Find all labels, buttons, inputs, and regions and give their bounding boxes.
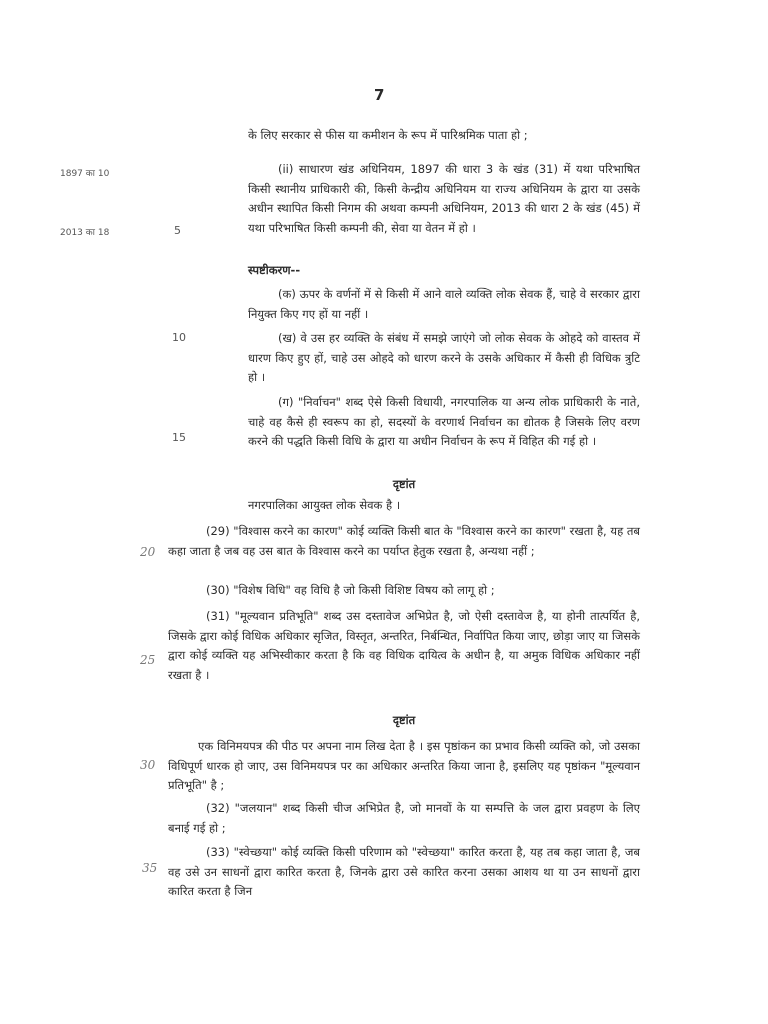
handwritten-number-25: 25 xyxy=(140,653,156,667)
paragraph-explanation-ka: (क) ऊपर के वर्णनों में से किसी में आने वाले व्यक्ति लोक सेवक हैं, चाहे वे सरकार द्वारा नियुक्त किए गए हों या नहीं । xyxy=(248,287,640,321)
paragraph-section-30: (30) "विशेष विधि" वह विधि है जो किसी विशिष्ट विषय को लागू हो ; xyxy=(206,583,495,597)
paragraph-clause-ii: (ii) साधारण खंड अधिनियम, 1897 की धारा 3 के खंड (31) में यथा परिभाषित किसी स्थानीय प्राधिकारी की, किसी केन्द्रीय अधिनियम या राज्य अधिनियम के द्वारा या उसके अधीन स्थापित किसी निगम की अथवा कम्पनी अधिनियम, 2013 की धारा 2 के खंड (45) में यथा परिभाषित किसी कम्पनी की, सेवा या वेतन में हो । xyxy=(248,162,640,235)
handwritten-number-30: 30 xyxy=(140,758,156,772)
heading-explanation: स्पष्टीकरण-- xyxy=(248,263,301,277)
paragraph-section-31: (31) "मूल्यवान प्रतिभूति" शब्द उस दस्तावेज अभिप्रेत है, जो ऐसी दस्तावेज है, या होनी तात्पर्यित है, जिसके द्वारा कोई विधिक अधिकार सृजित, विस्तृत, अन्तरित, निर्बन्धित, निर्वापित किया जाए, छोड़ा जाए या जिसके द्वारा कोई व्यक्ति यह अभिस्वीकार करता है कि वह विधिक दायित्व के अधीन है, या अमुक विधिक अधिकार नहीं रखता है । xyxy=(168,609,640,682)
heading-illustration-2: दृष्टांत xyxy=(392,713,416,727)
handwritten-number-20: 20 xyxy=(140,545,156,559)
paragraph-continuation: के लिए सरकार से फीस या कमीशन के रूप में पारिश्रमिक पाता हो ; xyxy=(248,128,528,142)
handwritten-number-35: 35 xyxy=(142,861,158,875)
line-number-15: 15 xyxy=(172,431,186,444)
side-note-2013: 2013 का 18 xyxy=(60,228,110,238)
paragraph-explanation-kha: (ख) वे उस हर व्यक्ति के संबंध में समझे जाएंगे जो लोक सेवक के ओहदे को वास्तव में धारण किए हुए हों, चाहे उस ओहदे को धारण करने के उसके अधिकार में कैसी ही विधिक त्रुटि हो । xyxy=(248,331,640,384)
paragraph-explanation-ga: (ग) "निर्वाचन" शब्द ऐसे किसी विधायी, नगरपालिक या अन्य लोक प्राधिकारी के नाते, चाहे वह कैसे ही स्वरूप का हो, सदस्यों के वरणार्थ निर्वाचन का द्योतक है जिसके लिए वरण करने की पद्धति किसी विधि के द्वारा या अधीन निर्वाचन के रूप में विहित की गई हो । xyxy=(248,395,640,448)
paragraph-illustration-2: एक विनिमयपत्र की पीठ पर अपना नाम लिख देता है । इस पृष्ठांकन का प्रभाव किसी व्यक्ति को, जो उसका विधिपूर्ण धारक हो जाए, उस विनिमयपत्र पर का अधिकार अन्तरित किया जाना है, इसलिए यह पृष्ठांकन "मूल्यवान प्रतिभूति" है ; xyxy=(168,739,640,792)
line-number-10: 10 xyxy=(172,331,186,344)
paragraph-section-33: (33) "स्वेच्छया" कोई व्यक्ति किसी परिणाम को "स्वेच्छया" कारित करता है, यह तब कहा जाता है, जब वह उसे उन साधनों द्वारा कारित करता है, जिनके द्वारा उसे कारित करना उसका आशय था या उन साधनों द्वारा कारित करता है जिन xyxy=(168,845,640,898)
paragraph-illustration-1: नगरपालिका आयुक्त लोक सेवक है । xyxy=(248,498,401,512)
paragraph-section-32: (32) "जलयान" शब्द किसी चीज अभिप्रेत है, जो मानवों के या सम्पत्ति के जल द्वारा प्रवहण के लिए बनाई गई हो ; xyxy=(168,801,640,835)
page-number: 7 xyxy=(374,86,385,104)
side-note-1897: 1897 का 10 xyxy=(60,169,110,179)
line-number-5: 5 xyxy=(174,224,181,237)
heading-illustration-1: दृष्टांत xyxy=(392,477,416,491)
paragraph-section-29: (29) "विश्वास करने का कारण" कोई व्यक्ति किसी बात के "विश्वास करने का कारण" रखता है, यह तब कहा जाता है जब वह उस बात के विश्वास करने का पर्याप्त हेतुक रखता है, अन्यथा नहीं ; xyxy=(168,524,640,558)
